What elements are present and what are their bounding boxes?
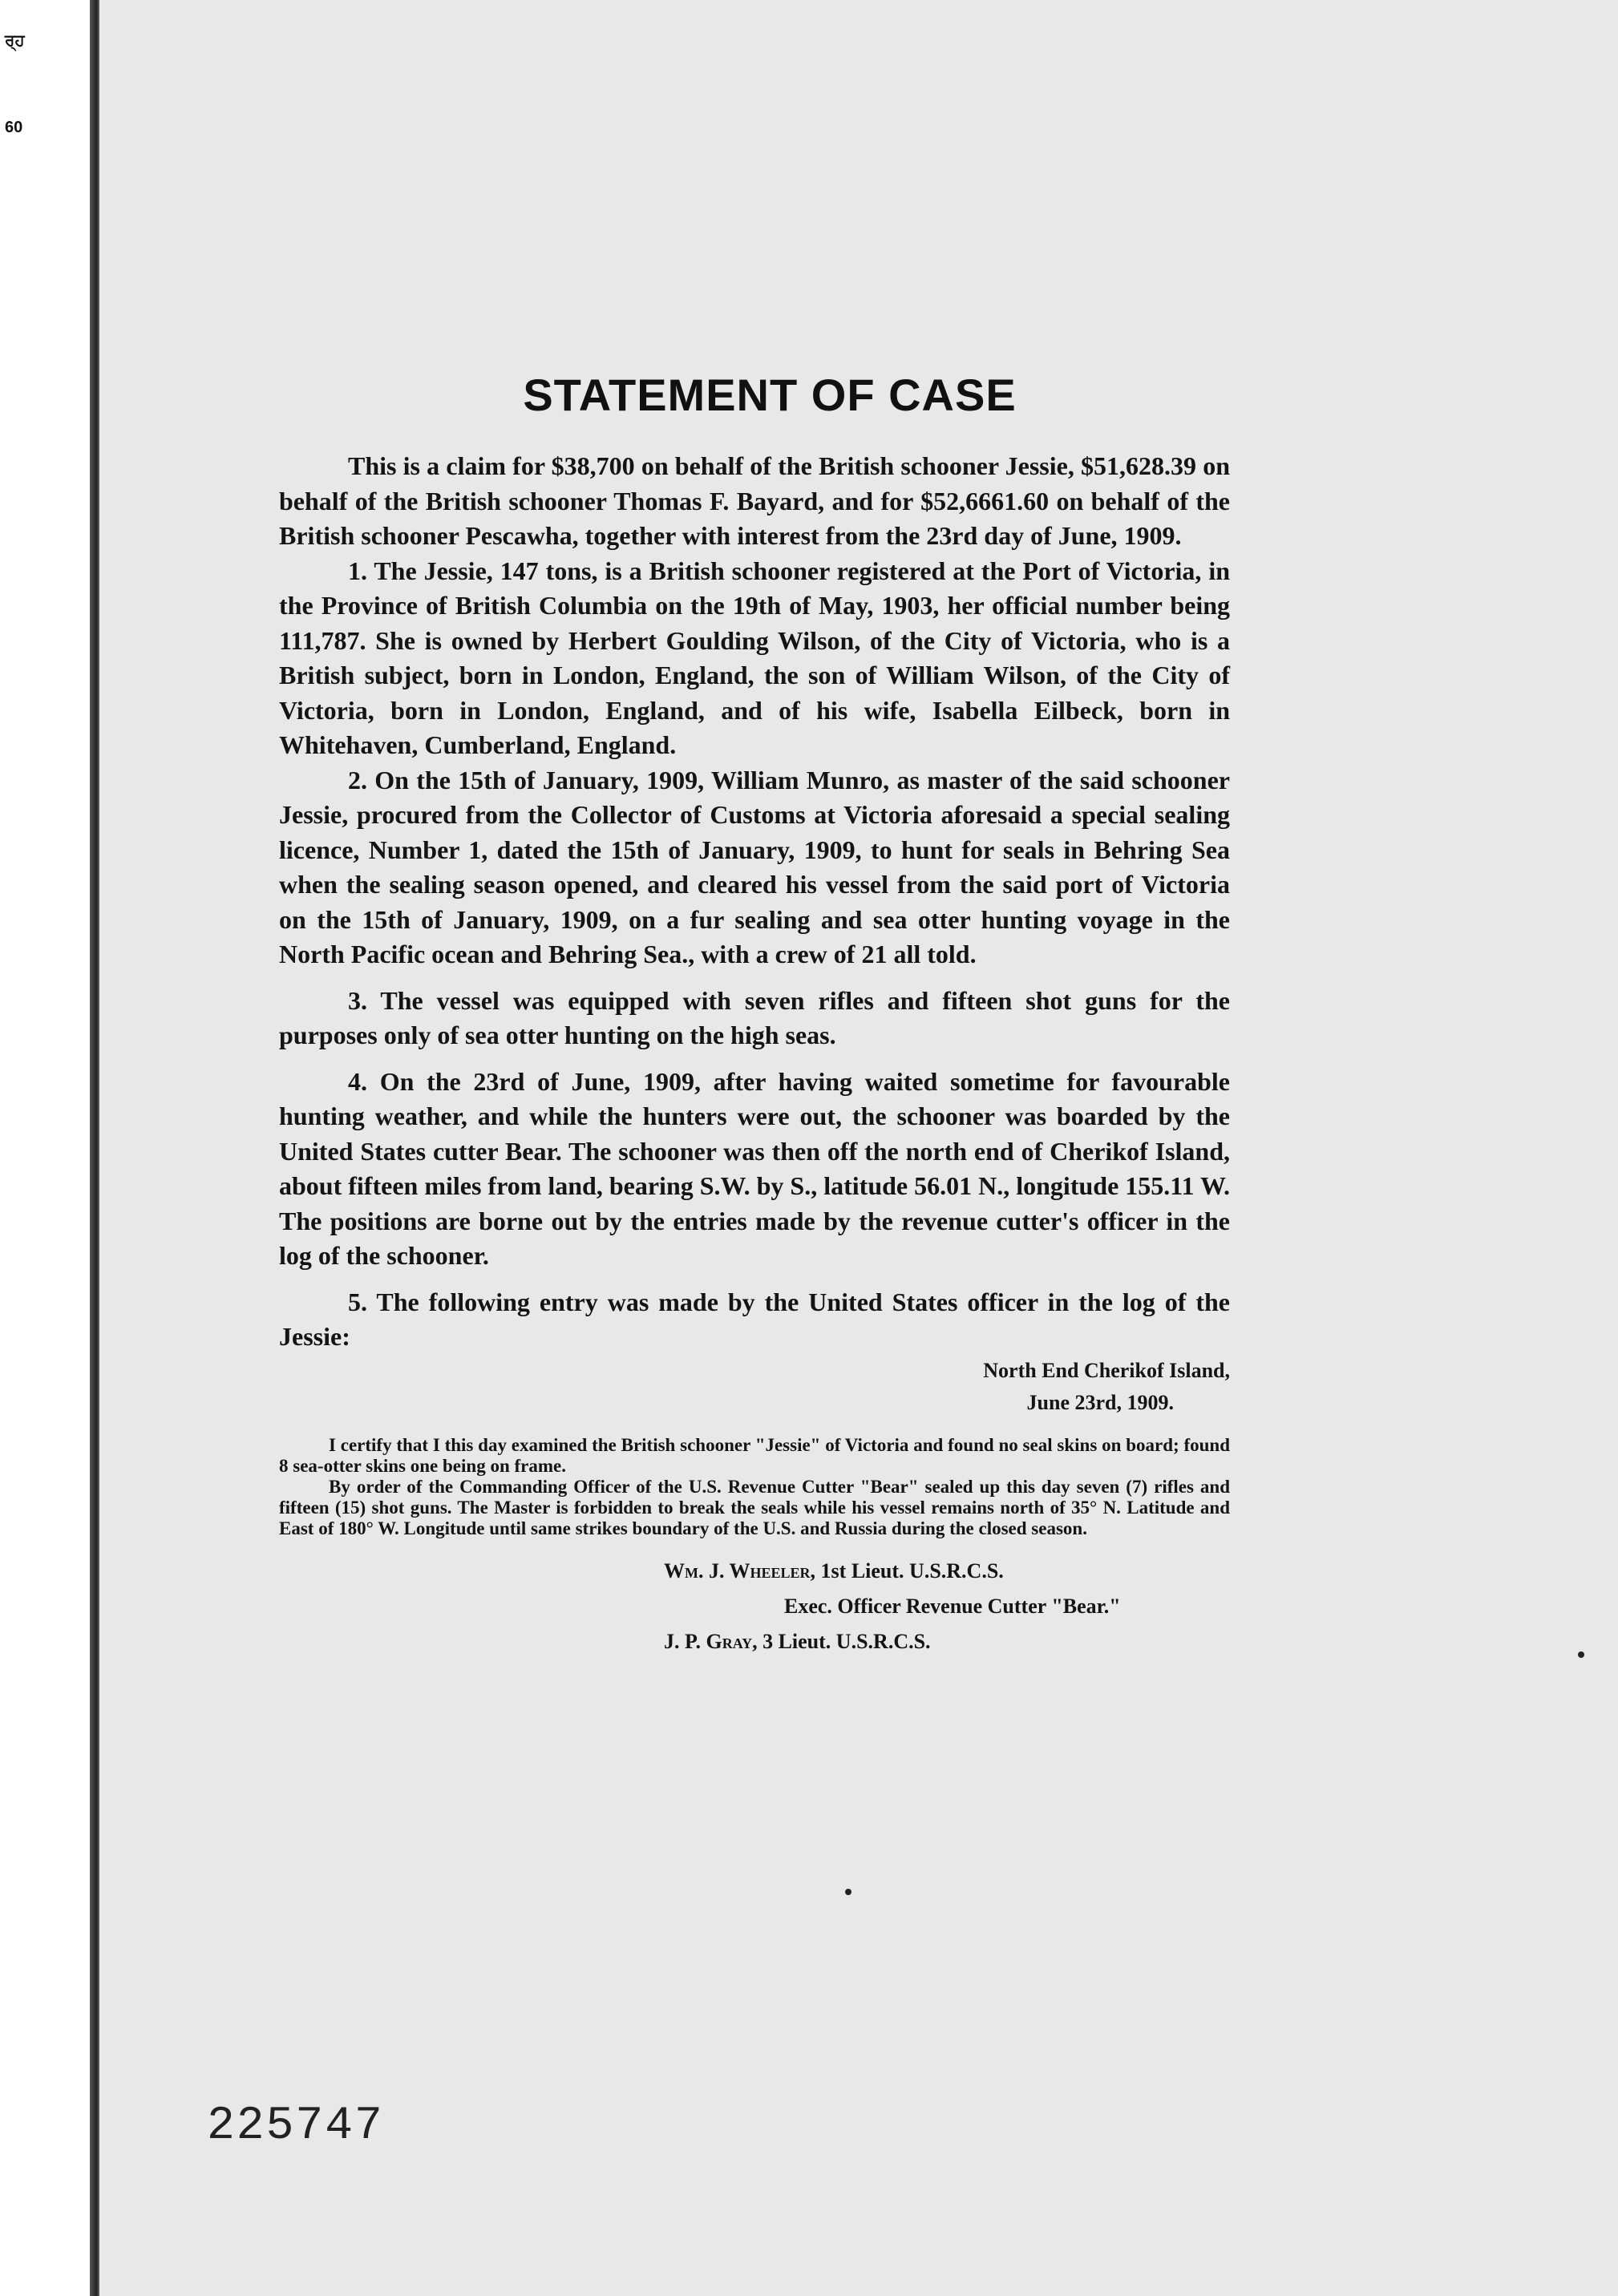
edge-mark-2: 60	[5, 119, 23, 136]
page-title: STATEMENT OF CASE	[523, 370, 1017, 420]
dateline-place: North End Cherikof Island,	[983, 1358, 1230, 1382]
signature-block	[279, 1554, 1230, 1659]
log-dateline	[279, 1355, 1230, 1419]
log-entry	[279, 1435, 1230, 1539]
edge-mark-1: ਰ੍ਹ	[5, 32, 25, 50]
dateline-date: June 23rd, 1909.	[1026, 1390, 1174, 1414]
ink-dot	[845, 1889, 851, 1895]
paragraph-3: 3. The vessel was equipped with seven rifles and fifteen shot guns for the purposes only of sea otter hunting on the high seas.	[279, 985, 1230, 1049]
signature-2-name: J. P. Gray	[664, 1629, 753, 1653]
signature-1-title: Exec. Officer Revenue Cutter "Bear."	[784, 1594, 1121, 1618]
serial-number: 225747	[207, 2100, 384, 2152]
binding-margin	[0, 0, 99, 2296]
certificate-paragraph-1: I certify that I this day examined the British schooner "Jessie" of Victoria and found no seal skins on board; found 8 sea-otter skins one being on frame.	[279, 1434, 1230, 1476]
paragraph-5: 5. The following entry was made by the United States officer in the log of the Jessie:	[279, 1287, 1230, 1351]
document-body	[279, 449, 1230, 1659]
certificate-paragraph-2: By order of the Commanding Officer of the U.S. Revenue Cutter "Bear" sealed up this day seven (7) rifles and fifteen (15) shot guns. The Master is forbidden to break the seals while his vessel remains north of 35° N. Latitude and East of 180° W. Longitude until same strikes boundary of the U.S. and Russia during the closed season.	[279, 1476, 1230, 1538]
signature-1-rank: , 1st Lieut. U.S.R.C.S.	[810, 1558, 1004, 1583]
paragraph-4: 4. On the 23rd of June, 1909, after having waited sometime for favourable hunting weather, and while the hunters were out, the schooner was boarded by the United States cutter Bear. The schooner was then off the north end of Cherikof Island, about fifteen miles from land, bearing S.W. by S., latitude 56.01 N., longitude 155.11 W. The positions are borne out by the entries made by the revenue cutter's officer in the log of the schooner.	[279, 1066, 1230, 1270]
intro-paragraph: This is a claim for $38,700 on behalf of the British schooner Jessie, $51,628.39 on behalf of the British schooner Thomas F. Bayard, and for $52,6661.60 on behalf of the British schooner Pescawha, together with interest from the 23rd day of June, 1909.	[279, 451, 1230, 550]
signature-1-name: Wm. J. Wheeler	[664, 1558, 811, 1583]
signature-2	[279, 1624, 1230, 1659]
paragraph-2: 2. On the 15th of January, 1909, William Munro, as master of the said schooner Jessie, procured from the Collector of Customs at Victoria aforesaid a special sealing licence, Number 1, dated the 15th of January, 1909, to hunt for seals in Behring Sea when the sealing season opened, and cleared his vessel from the said port of Victoria on the 15th of January, 1909, on a fur sealing and sea otter hunting voyage in the North Pacific ocean and Behring Sea., with a crew of 21 all told.	[279, 765, 1230, 968]
signature-1	[279, 1554, 1230, 1589]
ink-dot-margin	[1578, 1651, 1584, 1658]
paragraph-1: 1. The Jessie, 147 tons, is a British schooner registered at the Port of Victoria, in the Province of British Columbia on the 19th of May, 1903, her official number being 111,787. She is owned by Herbert Goulding Wilson, of the City of Victoria, who is a British subject, born in London, England, the son of William Wilson, of the City of Victoria, born in London, England, and of his wife, Isabella Eilbeck, born in Whitehaven, Cumberland, England.	[279, 556, 1230, 759]
signature-2-rank: , 3 Lieut. U.S.R.C.S.	[752, 1629, 931, 1653]
